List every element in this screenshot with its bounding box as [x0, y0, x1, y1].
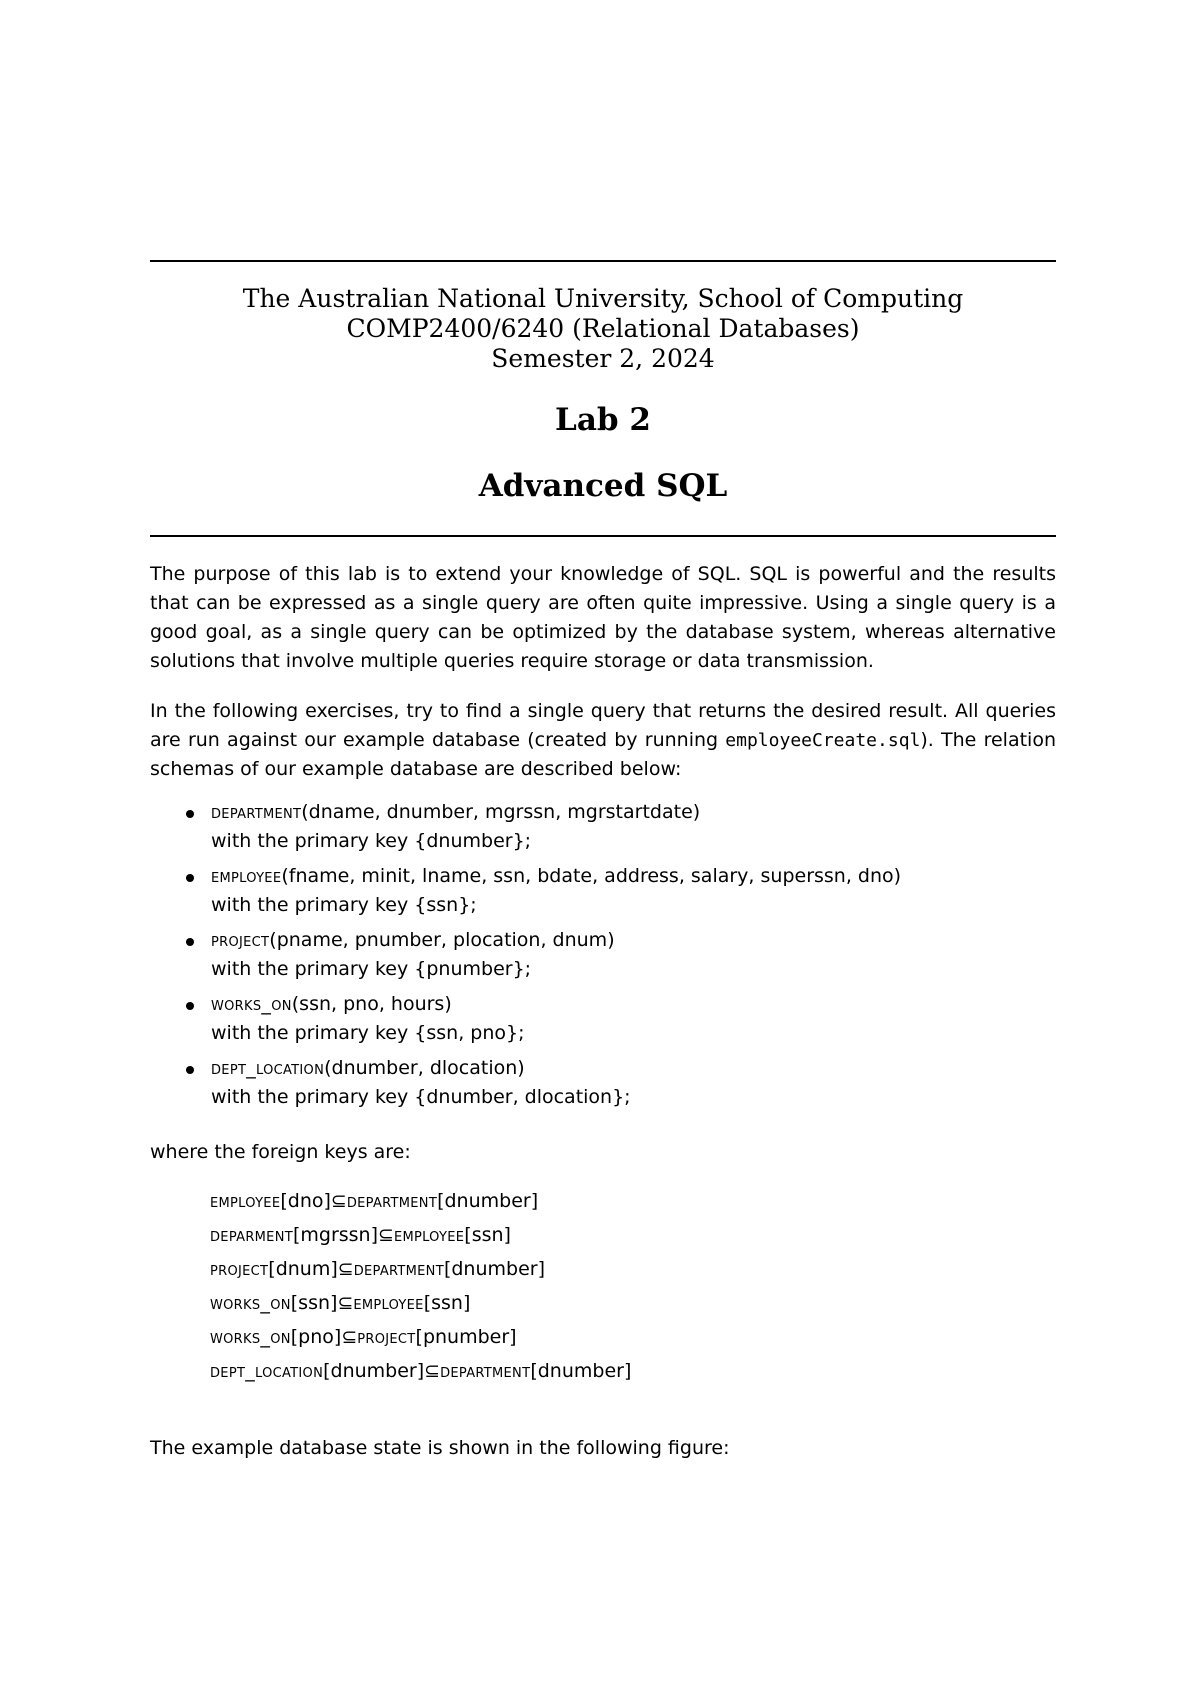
fk-left-relation: works_on — [210, 1326, 291, 1348]
lab-title: Lab 2 — [555, 402, 651, 438]
foreign-keys-intro: where the foreign keys are: — [150, 1141, 411, 1163]
fk-left-attribute: [ssn] — [290, 1292, 338, 1314]
fk-right-attribute: [pnumber] — [415, 1326, 517, 1348]
fk-right-attribute: [ssn] — [423, 1292, 471, 1314]
relation-attributes: (pname, pnumber, plocation, dnum) — [269, 929, 615, 951]
subset-symbol: ⊆ — [337, 1258, 354, 1280]
subset-symbol: ⊆ — [341, 1326, 358, 1348]
top-rule — [150, 260, 1056, 262]
fk-right-relation: department — [353, 1258, 444, 1280]
relation-name: works_on — [211, 993, 292, 1015]
figure-intro: The example database state is shown in the following figure: — [150, 1437, 730, 1459]
fk-right-relation: department — [346, 1190, 438, 1212]
bottom-rule — [150, 535, 1056, 537]
foreign-key-row — [210, 1286, 631, 1320]
fk-left-relation: project — [210, 1258, 269, 1280]
fk-left-attribute: [dnumber] — [323, 1360, 425, 1382]
fk-left-relation: employee — [210, 1190, 281, 1212]
fk-left-relation: works_on — [210, 1292, 291, 1314]
relation-attributes: (dnumber, dlocation) — [324, 1057, 525, 1079]
fk-left-attribute: [pno] — [290, 1326, 342, 1348]
exercise-text-start: In the following exercises, try to find a single query that returns the desired result. All queries are run against our example database (created by running — [150, 700, 1056, 751]
fk-right-relation: department — [440, 1360, 531, 1382]
schema-item — [150, 990, 1056, 1048]
relation-attributes: (dname, dnumber, mgrssn, mgrstartdate) — [301, 801, 701, 823]
primary-key-line: with the primary key {pnumber}; — [211, 958, 532, 980]
fk-left-attribute: [dnum] — [268, 1258, 338, 1280]
foreign-key-row — [210, 1320, 631, 1354]
exercise-paragraph — [150, 697, 1056, 784]
fk-right-attribute: [dnumber] — [530, 1360, 632, 1382]
foreign-key-list — [210, 1184, 631, 1388]
subset-symbol: ⊆ — [378, 1224, 394, 1246]
intro-paragraph: The purpose of this lab is to extend your knowledge of SQL. SQL is powerful and the results that can be expressed as a single query are often quite impressive. Using a single query is a good goal, as a single query can be optimized by the database system, whereas alternative solutions that involve multiple queries require storage or data transmission. — [150, 563, 1056, 672]
bullet-icon — [186, 1066, 194, 1074]
fk-right-relation: employee — [353, 1292, 424, 1314]
schema-list — [150, 798, 1056, 1118]
fk-left-relation: dept_location — [210, 1360, 324, 1382]
foreign-key-row — [210, 1184, 631, 1218]
fk-left-attribute: [mgrssn] — [292, 1224, 379, 1246]
foreign-key-row — [210, 1354, 631, 1388]
subset-symbol: ⊆ — [424, 1360, 441, 1382]
document-page — [150, 0, 1056, 1696]
relation-name: project — [211, 929, 270, 951]
subset-symbol: ⊆ — [330, 1190, 347, 1212]
primary-key-line: with the primary key {dnumber, dlocation}; — [211, 1086, 631, 1108]
bullet-icon — [186, 874, 194, 882]
semester-line: Semester 2, 2024 — [491, 344, 715, 373]
relation-name: employee — [211, 865, 282, 887]
sql-filename: employeeCreate.sql — [725, 730, 921, 751]
fk-right-relation: employee — [393, 1224, 465, 1246]
bullet-icon — [186, 938, 194, 946]
schema-item — [150, 862, 1056, 920]
fk-right-attribute: [dnumber] — [437, 1190, 539, 1212]
relation-attributes: (ssn, pno, hours) — [291, 993, 452, 1015]
relation-name: dept_location — [211, 1057, 325, 1079]
fk-right-attribute: [dnumber] — [443, 1258, 545, 1280]
exercise-text-end: ). The relation schemas of our example database are described below: — [150, 729, 1056, 780]
subset-symbol: ⊆ — [337, 1292, 354, 1314]
course-header — [150, 284, 1056, 374]
relation-name: department — [211, 801, 302, 823]
schema-item — [150, 1054, 1056, 1112]
fk-left-relation: deparment — [210, 1224, 293, 1246]
fk-left-attribute: [dno] — [280, 1190, 331, 1212]
bullet-icon — [186, 1002, 194, 1010]
foreign-key-row — [210, 1218, 631, 1252]
university-line: The Australian National University, School of Computing — [242, 284, 964, 313]
lab-subtitle: Advanced SQL — [478, 468, 728, 504]
fk-right-attribute: [ssn] — [464, 1224, 511, 1246]
primary-key-line: with the primary key {ssn, pno}; — [211, 1022, 525, 1044]
fk-right-relation: project — [357, 1326, 416, 1348]
relation-attributes: (fname, minit, lname, ssn, bdate, address, salary, superssn, dno) — [281, 865, 902, 887]
bullet-icon — [186, 810, 194, 818]
schema-item — [150, 926, 1056, 984]
schema-item — [150, 798, 1056, 856]
foreign-key-row — [210, 1252, 631, 1286]
primary-key-line: with the primary key {dnumber}; — [211, 830, 532, 852]
primary-key-line: with the primary key {ssn}; — [211, 894, 477, 916]
course-line: COMP2400/6240 (Relational Databases) — [346, 314, 860, 343]
